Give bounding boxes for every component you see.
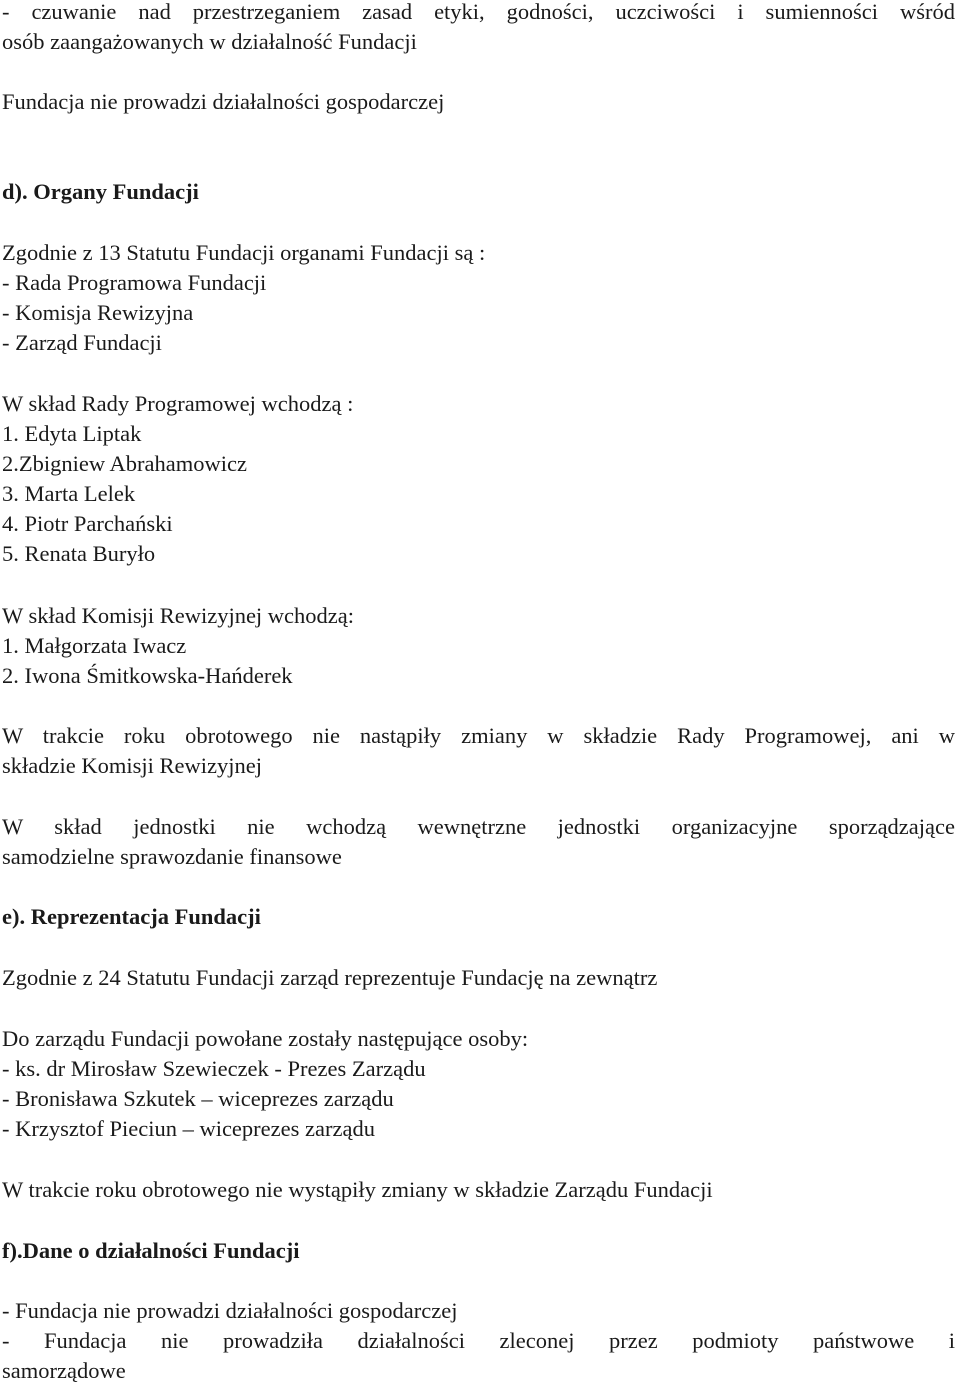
list-item: 1. Małgorzata Iwacz xyxy=(2,633,187,658)
list-item: - Fundacja nie prowadziła działalności zleconej przez podmioty państwowe i xyxy=(2,1328,955,1353)
text-line: W trakcie roku obrotowego nie wystąpiły zmiany w składzie Zarządu Fundacji xyxy=(2,1177,713,1202)
list-item: 2. Iwona Śmitkowska-Hańderek xyxy=(2,663,293,688)
text-line: - czuwanie nad przestrzeganiem zasad etyki, godności, uczciwości i sumienności wśród xyxy=(2,0,955,24)
list-item: - ks. dr Mirosław Szewieczek - Prezes Zarządu xyxy=(2,1056,426,1081)
text-line: samorządowe xyxy=(2,1358,126,1383)
section-heading-e: e). Reprezentacja Fundacji xyxy=(2,904,261,929)
text-line: Zgodnie z 13 Statutu Fundacji organami Fundacji są : xyxy=(2,240,486,265)
list-item: - Krzysztof Pieciun – wiceprezes zarządu xyxy=(2,1116,375,1141)
text-line: osób zaangażowanych w działalność Fundacji xyxy=(2,29,417,54)
list-item: 1. Edyta Liptak xyxy=(2,421,142,446)
list-item: - Fundacja nie prowadzi działalności gospodarczej xyxy=(2,1298,458,1323)
text-line: składzie Komisji Rewizyjnej xyxy=(2,753,262,778)
text-line: W skład Rady Programowej wchodzą : xyxy=(2,391,354,416)
text-line: Do zarządu Fundacji powołane zostały następujące osoby: xyxy=(2,1026,529,1051)
list-item: - Bronisława Szkutek – wiceprezes zarządu xyxy=(2,1086,394,1111)
text-line: Zgodnie z 24 Statutu Fundacji zarząd reprezentuje Fundację na zewnątrz xyxy=(2,965,658,990)
list-item: - Komisja Rewizyjna xyxy=(2,300,194,325)
text-line: W skład Komisji Rewizyjnej wchodzą: xyxy=(2,603,355,628)
list-item: - Rada Programowa Fundacji xyxy=(2,270,267,295)
list-item: - Zarząd Fundacji xyxy=(2,330,162,355)
text-line: samodzielne sprawozdanie finansowe xyxy=(2,844,342,869)
section-heading-f: f).Dane o działalności Fundacji xyxy=(2,1238,300,1263)
list-item: 5. Renata Buryło xyxy=(2,541,156,566)
text-line: Fundacja nie prowadzi działalności gospodarczej xyxy=(2,89,445,114)
section-heading-d: d). Organy Fundacji xyxy=(2,179,199,204)
list-item: 3. Marta Lelek xyxy=(2,481,136,506)
text-line: W skład jednostki nie wchodzą wewnętrzne jednostki organizacyjne sporządzające xyxy=(2,814,955,839)
list-item: 4. Piotr Parchański xyxy=(2,511,173,536)
list-item: 2.Zbigniew Abrahamowicz xyxy=(2,451,247,476)
text-line: W trakcie roku obrotowego nie nastąpiły zmiany w składzie Rady Programowej, ani w xyxy=(2,723,955,748)
